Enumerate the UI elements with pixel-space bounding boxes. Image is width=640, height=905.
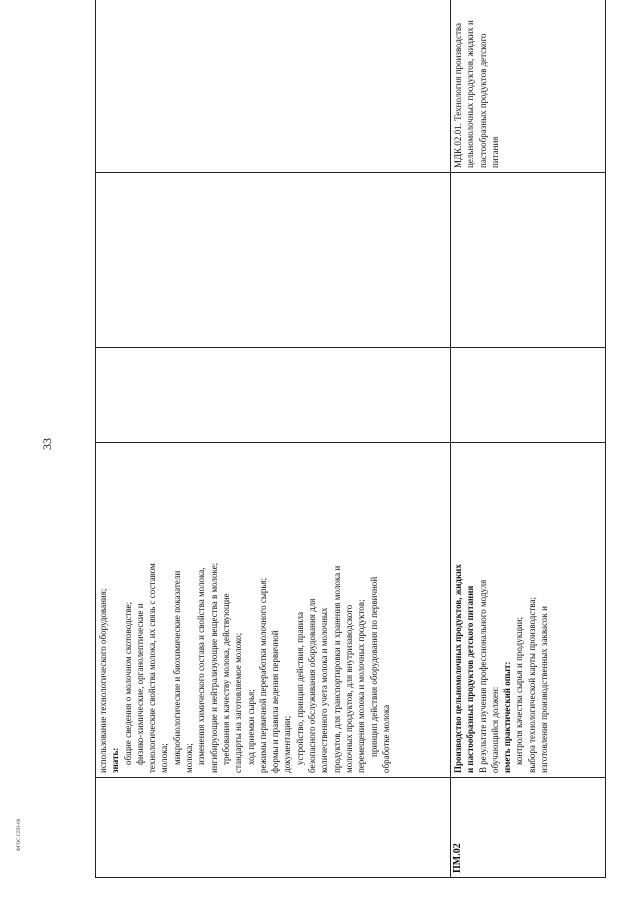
requirement-line: обучающийся должен: [489, 686, 500, 773]
requirement-line: документации; [282, 715, 293, 773]
course-cell [96, 0, 451, 173]
requirement-line: количественного учета молока и молочных [319, 607, 330, 773]
requirement-line: изменения химического состава и свойства молока, [196, 567, 207, 765]
requirement-line: продуктов, для транспортировки и хранения молока и [331, 565, 342, 773]
requirement-line: физико-химические, органолептические и [134, 603, 145, 765]
requirement-line: контроля качества сырья и продукции; [514, 616, 525, 765]
page-number: 33 [40, 438, 54, 450]
requirement-line: ингибирующие и нейтрализующие вещества в молоке; [208, 562, 219, 773]
requirement-heading: иметь практический опыт: [502, 661, 513, 773]
curriculum-table-rotated [95, 20, 605, 878]
requirement-line: молочных продуктов, для внутризаводского [343, 604, 354, 773]
table-row [451, 0, 606, 878]
requirement-heading: знать: [110, 747, 121, 773]
requirement-line: молока; [184, 743, 195, 773]
hours-cell [96, 348, 451, 443]
module-code-cell: ПМ.02 [451, 778, 606, 878]
requirement-line: изготовления производственных заквасок и [539, 606, 550, 773]
requirement-line: стандарты на заготовляемое молоко; [233, 632, 244, 773]
course-cell: МДК.02.01. Технология производства цельномолочных продуктов, жидких и пастообразных продуктов детского питания [451, 0, 606, 173]
curriculum-table [95, 0, 606, 878]
requirement-line: принцип действия оборудования по первичной [368, 576, 379, 757]
requirement-line: формы и правила ведения первичной [270, 630, 281, 773]
requirement-line: использование технологического оборудования; [98, 588, 108, 773]
module-code-cell [96, 778, 451, 878]
footer-code: ФГОС СПО-06 [17, 818, 22, 852]
requirement-line: технологические свойства молока, их связь с составом [147, 563, 158, 773]
hours-cell [96, 173, 451, 348]
requirements-cell [451, 443, 606, 778]
requirement-line: обработке молока [380, 704, 391, 773]
requirement-line: устройство, принцип действия, правила [294, 611, 305, 765]
requirement-line: молока; [159, 743, 170, 773]
module-title-line: и пастообразных продуктов детского питания [465, 585, 476, 773]
requirement-line: режимы первичной переработки молочного сырья; [257, 577, 268, 773]
curriculum-table-frame [95, 20, 605, 878]
hours-cell [451, 173, 606, 348]
requirement-line: общие сведения о молочном скотоводстве; [122, 601, 133, 765]
requirement-line: выбора технологической карты производства; [526, 597, 537, 773]
table-row [96, 0, 451, 878]
requirement-line: микробиологические и биохимические показатели [171, 570, 182, 765]
hours-cell [451, 348, 606, 443]
requirement-line: перемещения молока и молочных продуктов; [356, 599, 367, 773]
requirement-line: ход приемки сырья; [245, 689, 256, 765]
requirements-cell [96, 443, 451, 778]
requirement-line: безопасного обслуживания оборудования для [307, 598, 318, 773]
requirement-line: В результате изучения профессионального модуля [477, 579, 488, 773]
requirement-line: требования к качеству молока, действующие [220, 593, 231, 765]
module-title-line: Производство цельномолочных продуктов, жидких [453, 564, 463, 773]
